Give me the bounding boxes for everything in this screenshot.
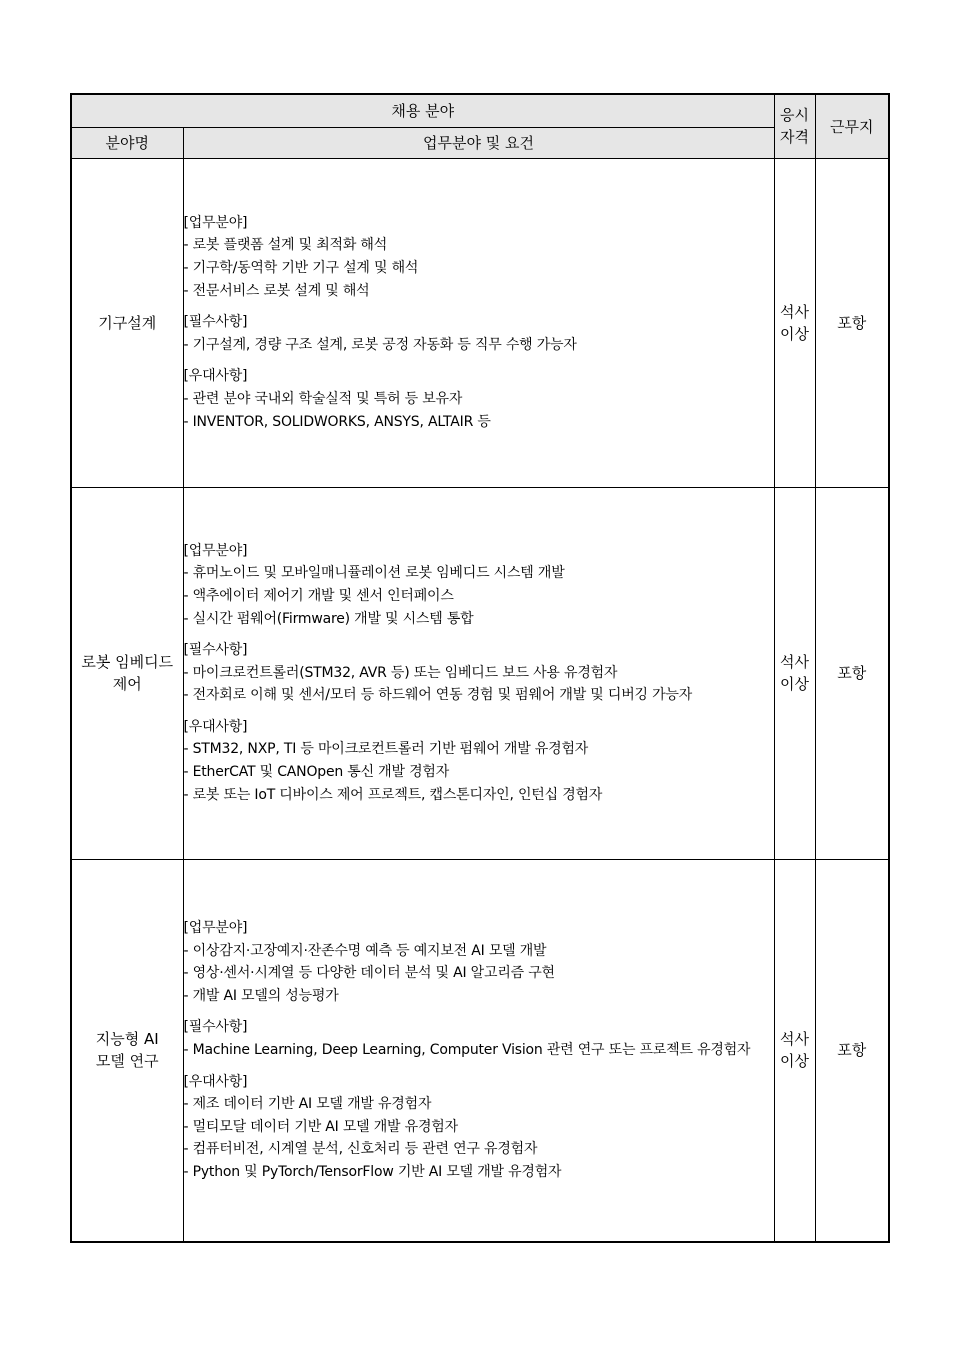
apply-qual-cell: [774, 859, 815, 1242]
list-item: - 휴머노이드 및 모바일매니퓰레이션 로봇 임베디드 시스템 개발: [183, 565, 565, 582]
list-item: - 멀티모달 데이터 기반 AI 모델 개발 유경험자: [183, 1118, 458, 1135]
field-name-line1: 로봇 임베디드: [81, 653, 174, 671]
header-row-bottom: [71, 127, 889, 158]
section-title: [업무분야]: [183, 214, 248, 231]
header-row-top: [71, 94, 889, 127]
required-section: [184, 311, 774, 356]
qual-line2: 이상: [780, 675, 809, 693]
table-row: [71, 859, 889, 1242]
list-item: - 기구학/동역학 기반 기구 설계 및 해석: [183, 260, 419, 277]
list-item: - 실시간 펌웨어(Firmware) 개발 및 시스템 통합: [183, 610, 474, 627]
list-item: - EtherCAT 및 CANOpen 통신 개발 경험자: [183, 764, 450, 781]
list-item: - 기구설계, 경량 구조 설계, 로봇 공정 자동화 등 직무 수행 가능자: [183, 336, 577, 353]
section-title: [필수사항]: [183, 1019, 248, 1036]
section-title: [업무분야]: [183, 919, 248, 936]
list-item: - 액추에이터 제어기 개발 및 센서 인터페이스: [183, 587, 454, 604]
list-item: - 개발 AI 모델의 성능평가: [183, 987, 339, 1004]
duties-section: [184, 212, 774, 302]
duty-req-cell: [183, 158, 774, 487]
field-name-header: 분야명: [71, 127, 183, 158]
preferred-section: [184, 1071, 774, 1184]
list-item: - Python 및 PyTorch/TensorFlow 기반 AI 모델 개발 유경험자: [183, 1163, 562, 1180]
list-item: - 전문서비스 로봇 설계 및 해석: [183, 282, 370, 299]
apply-qual-header: [774, 94, 815, 158]
list-item: - 이상감지·고장예지·잔존수명 예측 등 예지보전 AI 모델 개발: [183, 942, 547, 959]
recruit-field-header: 채용 분야: [71, 94, 774, 127]
apply-qual-line1: 응시: [780, 106, 809, 125]
section-title: [우대사항]: [183, 718, 248, 735]
required-section: [184, 1016, 774, 1061]
list-item: - 영상·센서·시계열 등 다양한 데이터 분석 및 AI 알고리즘 구현: [183, 965, 555, 982]
field-name-cell: [71, 859, 183, 1242]
list-item: - 로봇 또는 IoT 디바이스 제어 프로젝트, 캡스톤디자인, 인턴십 경험자: [183, 786, 603, 803]
duties-section: [184, 917, 774, 1007]
qual-line2: 이상: [780, 1052, 809, 1071]
preferred-section: [184, 365, 774, 433]
section-title: [업무분야]: [183, 542, 248, 559]
field-name-line1: 기구설계: [98, 313, 157, 332]
list-item: - INVENTOR, SOLIDWORKS, ANSYS, ALTAIR 등: [183, 413, 491, 430]
section-title: [필수사항]: [183, 642, 248, 659]
recruitment-table: [70, 93, 890, 1243]
section-title: [우대사항]: [183, 1073, 248, 1090]
preferred-section: [184, 716, 774, 806]
field-name-line2: 제어: [112, 675, 142, 693]
field-name-cell: [71, 158, 183, 487]
duty-req-cell: [183, 487, 774, 859]
duty-req-header: 업무분야 및 요건: [183, 127, 774, 158]
required-section: [184, 639, 774, 707]
location-cell: 포항: [815, 859, 889, 1242]
section-title: [필수사항]: [183, 314, 248, 331]
list-item: - STM32, NXP, TI 등 마이크로컨트롤러 기반 펌웨어 개발 유경험자: [183, 741, 589, 758]
apply-qual-cell: [774, 487, 815, 859]
table-row: [71, 487, 889, 859]
location-cell: 포항: [815, 158, 889, 487]
table-row: [71, 158, 889, 487]
section-title: [우대사항]: [183, 368, 248, 385]
list-item: - 제조 데이터 기반 AI 모델 개발 유경험자: [183, 1096, 432, 1113]
qual-line1: 석사: [780, 1030, 809, 1049]
apply-qual-cell: [774, 158, 815, 487]
list-item: - 관련 분야 국내외 학술실적 및 특허 등 보유자: [183, 390, 463, 407]
list-item: - Machine Learning, Deep Learning, Computer Vision 관련 연구 또는 프로젝트 유경험자: [183, 1041, 751, 1058]
field-name-line1: 지능형 AI: [95, 1030, 159, 1049]
list-item: - 전자회로 이해 및 센서/모터 등 하드웨어 연동 경험 및 펌웨어 개발 및 디버깅 가능자: [183, 687, 693, 704]
field-name-line2: 모델 연구: [95, 1052, 159, 1071]
list-item: - 컴퓨터비전, 시계열 분석, 신호처리 등 관련 연구 유경험자: [183, 1141, 538, 1158]
field-name-cell: [71, 487, 183, 859]
apply-qual-line2: 자격: [780, 128, 809, 147]
list-item: - 마이크로컨트롤러(STM32, AVR 등) 또는 임베디드 보드 사용 유경험자: [183, 664, 618, 681]
location-cell: 포항: [815, 487, 889, 859]
qual-line2: 이상: [780, 324, 809, 343]
duty-req-cell: [183, 859, 774, 1242]
location-header: 근무지: [815, 94, 889, 158]
qual-line1: 석사: [780, 302, 809, 321]
duties-section: [184, 540, 774, 630]
qual-line1: 석사: [780, 653, 809, 671]
list-item: - 로봇 플랫폼 설계 및 최적화 해석: [183, 237, 388, 254]
